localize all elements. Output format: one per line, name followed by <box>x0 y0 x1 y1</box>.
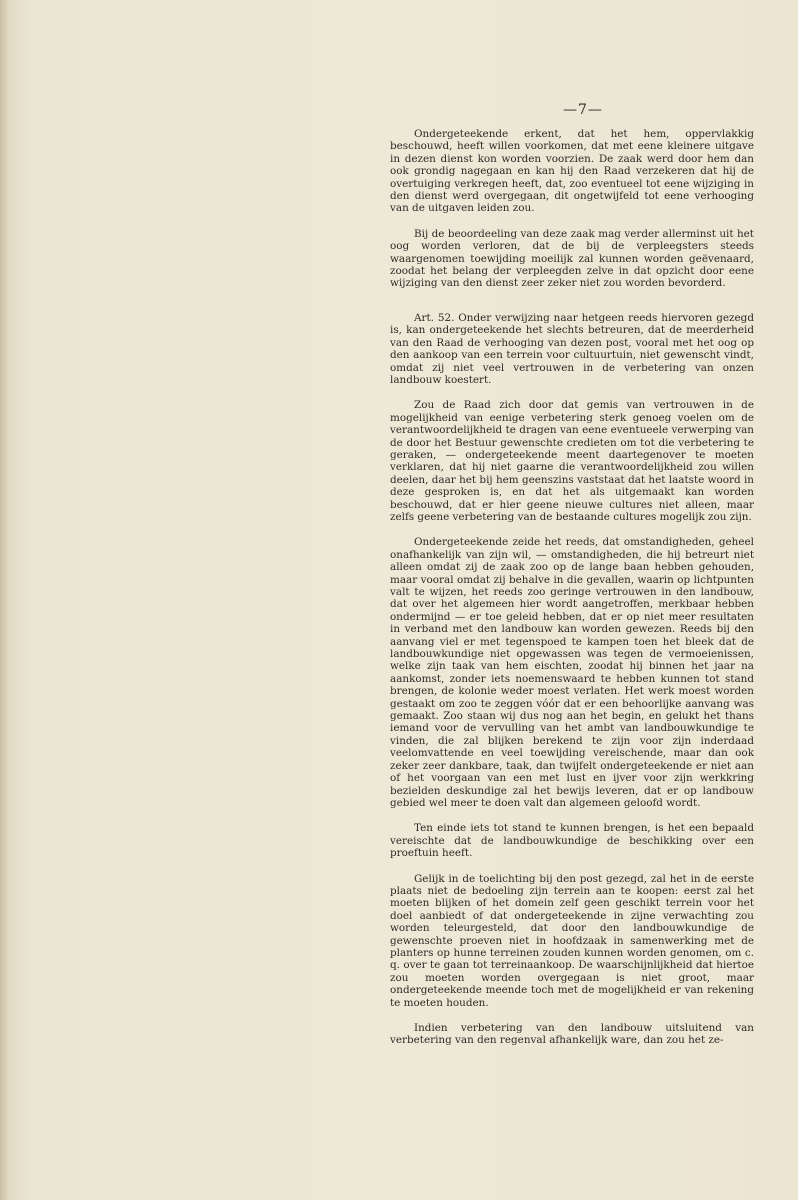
paragraph-7: Gelijk in de toelichting bij den post gezegd, zal het in de eerste plaats niet de bedoeling zijn terrein aan te koopen: eerst zal het moeten blijken of het domein zelf geen geschikt terrein voor het doel aanbiedt of dat ondergeteekende in zijne verwachting zou worden teleurgesteld, dat door den landbouwkundige de gewenschte proeven niet in hoofdzaak in samenwerking met de planters op hunne terreinen zouden kunnen worden genomen, om c. q. over te gaan tot terreinaankoop. De waarschijnlijkheid dat hiertoe zou moeten worden overgegaan is niet groot, maar ondergeteekende meende toch met de mogelijkheid er van rekening te moeten houden. <box>390 872 754 1009</box>
paragraph-2: Bij de beoordeeling van deze zaak mag verder allerminst uit het oog worden verloren, dat de bij de verpleegsters steeds waargenomen toewijding moeilijk zal kunnen worden geëvenaard, zoodat het belang der verpleegden zelve in dat opzicht door eene wijziging van den dienst zeer zeker niet zou worden bevorderd. <box>390 227 754 290</box>
paragraph-8: Indien verbetering van den landbouw uitsluitend van verbetering van den regenval afhankelijk ware, dan zou het ze- <box>390 1022 754 1047</box>
paragraph-5: Ondergeteekende zeide het reeds, dat omstandigheden, geheel onafhankelijk van zijn wil, — omstandigheden, die hij betreurt niet alleen omdat zij de zaak zoo op de lange baan hebben gehouden, maar vooral omdat zij behalve in die gevallen, waarin op lichtpunten valt te wijzen, het reeds zoo geringe vertrouwen in den landbouw, dat over het algemeen hier wordt aangetroffen, merkbaar hebben ondermijnd — er toe geleid hebben, dat er op niet meer resultaten in verband met den landbouw kan worden gewezen. Reeds bij den aanvang viel er met tegenspoed te kampen toen het bleek dat de landbouwkundige niet opgewassen was tegen de vermoeienissen, welke zijn taak van hem eischten, zoodat hij binnen het jaar na aankomst, zonder iets noemenswaard te hebben kunnen tot stand brengen, de kolonie weder moest verlaten. Het werk moest worden gestaakt om zoo te zeggen vóór dat er een behoorlijke aanvang was gemaakt. Zoo staan wij dus nog aan het begin, en gelukt het thans iemand voor de vervulling van het ambt van landbouwkundige te vinden, die zal blijken berekend te zijn voor zijn inderdaad veelomvattende en veel toewijding vereischende, maar dan ook zeker zeer dankbare, taak, dan twijfelt ondergeteekende er niet aan of het voorgaan van een met lust en ijver voor zijn werkkring bezielden deskundige zal het bewijs leveren, dat er op landbouw gebied wel meer te doen valt dan algemeen geloofd wordt. <box>390 536 754 809</box>
paragraph-art-52: Art. 52. Onder verwijzing naar hetgeen reeds hiervoren gezegd is, kan ondergeteekende het slechts betreuren, dat de meerderheid van den Raad de verhooging van dezen post, vooral met het oog op den aankoop van een terrein voor cultuurtuin, niet gewenscht vindt, omdat zij niet veel vertrouwen in de verbetering van onzen landbouw koestert. <box>390 311 754 386</box>
binding-edge <box>0 0 10 1200</box>
page-number: —7— <box>563 102 603 118</box>
paragraph-1: Ondergeteekende erkent, dat het hem, oppervlakkig beschouwd, heeft willen voorkomen, dat met eene kleinere uitgave in dezen dienst kon worden voorzien. De zaak werd door hem dan ook grondig nagegaan en kan hij den Raad verzekeren dat hij de overtuiging verkregen heeft, dat, zoo eventueel tot eene wijziging in den dienst werd overgegaan, dit ongetwijfeld tot eene verhooging van de uitgaven leiden zou. <box>390 128 754 215</box>
paragraph-6: Ten einde iets tot stand te kunnen brengen, is het een bepaald vereischte dat de landbouwkundige de beschikking over een proeftuin heeft. <box>390 822 754 860</box>
body-text <box>390 128 754 1060</box>
paragraph-4: Zou de Raad zich door dat gemis van vertrouwen in de mogelijkheid van eenige verbetering sterk genoeg voelen om de verantwoordelijkheid te dragen van eene eventueele verwerping van de door het Bestuur gewenschte credieten om tot die verbetering te geraken, — ondergeteekende meent daartegenover te moeten verklaren, dat hij niet gaarne die verantwoordelijkheid zou willen deelen, daar het bij hem geenszins vaststaat dat het laatste woord in deze gesproken is, en dat het als uitgemaakt kan worden beschouwd, dat er hier geene nieuwe cultures niet alleen, maar zelfs geene verbetering van de bestaande cultures mogelijk zou zijn. <box>390 399 754 523</box>
